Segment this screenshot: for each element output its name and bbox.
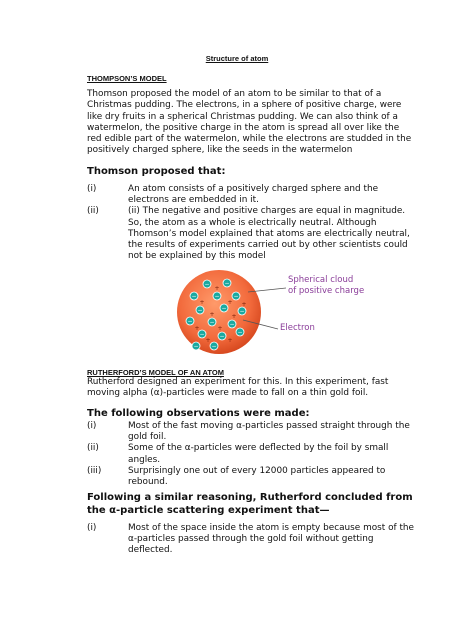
positive-charge-sign: + [205,337,211,344]
list-text: An atom consists of a positively charged sphere and the electrons are embedded in it. [128,184,379,206]
electron [192,342,200,350]
electron [223,279,231,287]
svg-text:−: − [204,281,210,289]
conclusion-heading: Following a similar reasoning, Rutherford concluded from the α-particle scattering experiment that— [87,492,413,516]
svg-text:−: − [191,293,197,301]
list-item [87,206,417,262]
electron [210,342,218,350]
positive-charge-sign: + [227,299,233,306]
rutherford-heading: RUTHERFORD’S MODEL OF AN ATOM [87,368,224,377]
thomson-heading: THOMPSON’S MODEL [87,74,167,83]
list-item [87,523,417,557]
svg-text:−: − [229,321,235,329]
electron [228,320,236,328]
electron [190,292,198,300]
positive-charge-sign: + [231,313,237,320]
list-number: (i) [87,523,97,533]
svg-text:−: − [187,318,193,326]
list-number: (ii) [87,443,99,454]
list-item [87,421,417,443]
list-text: Some of the α-particles were deflected by the foil by small angles. [128,443,389,465]
svg-text:−: − [224,280,230,288]
thomson-paragraph: Thomson proposed the model of an atom to be similar to that of a Christmas pudding. The electrons, in a sphere of positive charge, were like dry fruits in a spherical Christmas pudding. We can also think of a watermelon, the positive charge in the atom is spread all over like the red edible part of the watermelon, while the electrons are studded in the positively charged sphere, like the seeds in the watermelon [87,89,412,156]
list-item [87,466,417,488]
conclusions-list [87,523,417,557]
svg-text:−: − [209,319,215,327]
svg-text:−: − [197,307,203,315]
svg-text:−: − [214,293,220,301]
svg-text:−: − [199,331,205,339]
positive-charge-sign: + [227,337,233,344]
observations-heading: The following observations were made: [87,408,310,419]
positive-charge-sign: + [194,325,200,332]
svg-text:−: − [237,329,243,337]
svg-text:−: − [193,343,199,351]
cloud-label-line2: of positive charge [288,286,365,296]
list-text: (ii) The negative and positive charges are equal in magnitude. So, the atom as a whole is electrically neutral. Although Thomson’s model explained that atoms are electrically neutral, the results of experiments carried out by other scientists could not be explained by this model [128,206,410,262]
list-text: Most of the space inside the atom is empty because most of the α-particles passed through the gold foil without getting deflected. [128,523,415,556]
electron [186,317,194,325]
svg-text:−: − [211,343,217,351]
observations-list [87,421,417,488]
thomson-proposed-heading: Thomson proposed that: [87,166,226,177]
electron [213,292,221,300]
positive-charge-sign: + [217,325,223,332]
list-number: (i) [87,184,97,194]
cloud-label-line1: Spherical cloud [288,275,354,285]
positive-charge-sign: + [209,311,215,318]
positive-charge-sign: + [241,301,247,308]
thomson-atom-figure [172,266,402,358]
svg-text:−: − [221,305,227,313]
positive-sphere [177,270,261,354]
list-number: (iii) [87,465,102,476]
list-number: (i) [87,421,97,431]
document-title: Structure of atom [205,54,269,63]
electron [208,318,216,326]
positive-charge-sign: + [199,299,205,306]
thomson-points-list [87,184,417,262]
list-text: Surprisingly one out of every 12000 particles appeared to rebound. [128,465,386,488]
electron-label: Electron [280,323,315,333]
rutherford-paragraph: Rutherford designed an experiment for this. In this experiment, fast moving alpha (α)-particles were made to fall on a thin gold foil. [87,377,389,399]
positive-charge-sign: + [214,285,220,292]
electron [218,332,226,340]
list-number: (ii) [87,206,99,217]
electron [236,328,244,336]
list-item [87,184,417,206]
electron [196,306,204,314]
list-item [87,443,417,465]
list-text: Most of the fast moving α-particles passed straight through the gold foil. [128,421,410,443]
svg-text:−: − [233,293,239,301]
svg-text:−: − [239,308,245,316]
electron [203,280,211,288]
svg-text:−: − [219,333,225,341]
electron [238,307,246,315]
electron [232,292,240,300]
